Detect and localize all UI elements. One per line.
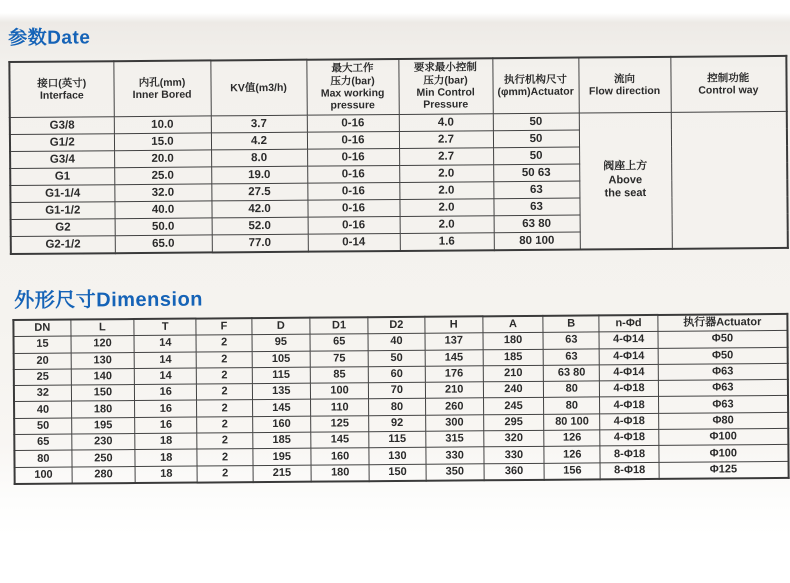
param-table-cell: 1.6 [400, 233, 494, 251]
dim-table-cell: 2 [197, 384, 252, 401]
param-table-cell: 80 100 [494, 232, 580, 250]
dim-table-cell: 63 [543, 332, 599, 349]
param-table-cell: 2.0 [399, 165, 493, 183]
dim-table-cell: 20 [14, 353, 71, 370]
param-table-cell: G1-1/2 [10, 202, 114, 220]
dim-table-cell: 18 [135, 466, 197, 483]
param-table-cell: G3/8 [10, 117, 114, 135]
dim-table-cell: 126 [544, 446, 600, 463]
dim-table-cell: 185 [483, 349, 543, 366]
col-header-actuator: 执行器Actuator [658, 314, 788, 332]
dim-table-cell: 185 [252, 432, 310, 449]
flow-direction-cell [579, 112, 672, 249]
dim-table-cell: 14 [134, 352, 196, 369]
param-table-cell: 42.0 [211, 200, 307, 218]
dim-table-cell: 63 [543, 348, 599, 365]
dim-table-cell: 140 [71, 368, 134, 385]
dim-table-cell: 210 [483, 365, 543, 382]
param-table-cell: 4.2 [211, 132, 307, 150]
flow-direction-line: 阀座上方 [603, 159, 648, 173]
col-header-n-phi-d: n-Φd [599, 315, 657, 332]
dim-table-cell: 176 [425, 366, 483, 383]
dim-table-cell: 160 [311, 448, 369, 465]
dim-table-cell: 80 [14, 450, 71, 467]
param-table-cell: 0-14 [308, 233, 400, 251]
param-table-cell: 2.0 [400, 216, 494, 234]
col-header-inner-bored: 内孔(mm) Inner Bored [113, 60, 210, 116]
dim-table-cell: 330 [484, 447, 544, 464]
param-table-cell: 2.7 [399, 131, 493, 149]
control-way-cell [671, 111, 788, 248]
dim-table-cell: 8-Φ18 [600, 446, 658, 463]
param-table-cell: 52.0 [212, 217, 308, 235]
params-section-title: 参数Date [8, 27, 91, 50]
dim-table-cell: 180 [483, 333, 543, 350]
dim-table-cell: 215 [253, 465, 311, 482]
dim-table-cell: 18 [135, 449, 197, 466]
dim-table-cell: 195 [71, 417, 134, 434]
parameters-table [8, 55, 788, 255]
dim-table-cell: 115 [369, 431, 425, 448]
dim-table-cell: 70 [369, 382, 425, 399]
dim-table-cell: 2 [197, 465, 252, 482]
col-header-h: H [424, 316, 482, 333]
dim-table-cell: 240 [483, 382, 543, 399]
param-table-cell: 0-16 [307, 199, 399, 217]
param-table-cell: 2.0 [399, 182, 493, 200]
dim-table-cell: 350 [426, 463, 484, 480]
dim-table-cell: 65 [310, 334, 368, 351]
dim-table-cell: 4-Φ18 [600, 413, 658, 430]
param-table-cell: 40.0 [114, 201, 211, 219]
col-header-flow-direction: 流向 Flow direction [578, 57, 670, 113]
dimension-table-body [14, 331, 789, 484]
param-table-cell: 0-16 [307, 131, 399, 149]
dim-table-cell: 245 [483, 398, 543, 415]
param-table-cell: 0-16 [308, 216, 400, 234]
dim-table-cell: 315 [425, 431, 483, 448]
dim-table-cell: Φ50 [658, 347, 788, 364]
dim-table-cell: 145 [252, 400, 310, 417]
dim-table-cell: 330 [425, 447, 483, 464]
col-header-control-way: 控制功能 Control way [670, 56, 786, 112]
dim-table-cell: 2 [197, 433, 252, 450]
dim-table-cell: 150 [369, 464, 425, 481]
param-table-cell: 63 [493, 181, 579, 199]
dim-table-cell: 105 [252, 351, 310, 368]
param-table-cell: 15.0 [114, 133, 211, 151]
dim-table-cell: 156 [544, 463, 600, 480]
dim-table-cell: 2 [197, 400, 252, 417]
dim-table-cell: 40 [368, 334, 424, 351]
dim-table-cell: 80 [544, 381, 600, 398]
flow-direction-line: Above [608, 173, 643, 186]
col-header-b: B [543, 315, 599, 332]
dim-table-cell: 180 [311, 464, 369, 481]
dim-table-cell: 50 [368, 350, 424, 367]
dim-table-cell: 115 [252, 367, 310, 384]
col-header-d: D [252, 318, 310, 335]
param-table-cell: G1 [10, 168, 114, 186]
dim-table-cell: 130 [369, 448, 425, 465]
dim-table-cell: 14 [134, 335, 196, 352]
dim-table-cell: 40 [14, 402, 71, 419]
dim-table-cell: 75 [310, 350, 368, 367]
dim-table-cell: 4-Φ14 [600, 364, 658, 381]
dim-table-cell: 4-Φ18 [600, 397, 658, 414]
dim-table-cell: Φ50 [658, 331, 788, 348]
col-header-f: F [196, 318, 251, 335]
col-header-max-working-pressure: 最大工作 压力(bar) Max working pressure [306, 59, 398, 115]
dimension-section-title: 外形尺寸Dimension [14, 288, 204, 312]
dim-table-cell: 135 [252, 383, 310, 400]
param-table-cell: 2.0 [399, 199, 493, 217]
dim-table-cell: 2 [197, 449, 252, 466]
flow-direction-line: the seat [604, 187, 647, 200]
param-table-cell: G2-1/2 [11, 236, 115, 254]
dim-table-cell: 60 [369, 366, 425, 383]
dim-table-cell: 130 [71, 352, 134, 369]
dim-table-cell: 85 [310, 367, 368, 384]
dim-table-cell: 126 [544, 430, 600, 447]
param-table-cell: 50 [493, 113, 579, 131]
param-table-cell: 20.0 [114, 150, 211, 168]
dim-table-cell: 360 [484, 463, 544, 480]
dim-table-cell: 16 [135, 417, 197, 434]
dim-table-cell: 137 [425, 333, 483, 350]
dim-table-cell: 210 [425, 382, 483, 399]
dim-table-cell: Φ63 [658, 363, 788, 380]
parameters-table-header [9, 56, 786, 118]
dim-table-cell: 2 [197, 368, 252, 385]
dim-table-cell: 80 [544, 397, 600, 414]
param-table-cell: 50 [493, 147, 579, 165]
dimension-table [12, 313, 789, 485]
dim-table-cell: 2 [196, 335, 251, 352]
col-header-t: T [134, 319, 196, 336]
dim-table-cell: Φ125 [659, 461, 789, 479]
dim-table-cell: 230 [72, 434, 135, 451]
param-table-cell: 50 [493, 130, 579, 148]
col-header-min-control-pressure: 要求最小控制 压力(bar) Min Control Pressure [398, 58, 492, 114]
col-header-interface: 接口(英寸) Interface [9, 61, 113, 117]
dim-table-cell: 15 [14, 336, 71, 353]
dim-table-cell: 150 [71, 385, 134, 402]
dim-table-cell: 25 [14, 369, 71, 386]
dim-table-cell: 160 [252, 416, 310, 433]
param-table-cell: 32.0 [114, 184, 211, 202]
col-header-a: A [483, 316, 543, 333]
dim-table-cell: 100 [15, 467, 72, 484]
param-table-cell: 27.5 [211, 183, 307, 201]
param-table-cell: 50.0 [115, 218, 212, 236]
param-table-cell: 0-16 [307, 114, 399, 132]
dim-table-cell: 195 [253, 449, 311, 466]
param-table-cell: 63 80 [494, 215, 580, 233]
dim-table-cell: 65 [14, 434, 71, 451]
dim-table-cell: 260 [425, 398, 483, 415]
dim-table-cell: Φ63 [658, 396, 788, 413]
dim-table-cell: 63 80 [543, 365, 599, 382]
dim-table-cell: 145 [425, 349, 483, 366]
dim-table-cell: 120 [71, 336, 134, 353]
dim-table-cell: Φ100 [659, 445, 789, 462]
param-table-cell: 77.0 [212, 234, 308, 252]
dim-table-cell: 280 [72, 466, 135, 483]
dim-table-cell: 4-Φ18 [600, 430, 658, 447]
param-table-cell: 50 63 [493, 164, 579, 182]
param-header-row [9, 56, 786, 118]
dim-table-cell: 32 [14, 385, 71, 402]
col-header-d1: D1 [310, 317, 368, 334]
param-table-cell: G2 [11, 219, 115, 237]
col-header-kv: KV值(m3/h) [210, 60, 306, 116]
col-header-dn: DN [13, 320, 70, 337]
param-table-cell: 10.0 [114, 116, 211, 134]
param-table-cell: G1/2 [10, 134, 114, 152]
col-header-actuator-size: 执行机构尺寸 (φmm)Actuator [492, 58, 578, 114]
dim-table-cell: Φ80 [658, 412, 788, 429]
dim-table-cell: 100 [310, 383, 368, 400]
dim-table-cell: 95 [252, 334, 310, 351]
dim-table-cell: 2 [197, 351, 252, 368]
dim-table-cell: 110 [311, 399, 369, 416]
dim-table-cell: Φ100 [658, 428, 788, 445]
param-table-cell: 63 [493, 198, 579, 216]
param-table-cell: G1-1/4 [10, 185, 114, 203]
dim-table-cell: 145 [311, 432, 369, 449]
param-table-cell: 0-16 [307, 165, 399, 183]
dim-table-cell: 4-Φ14 [600, 348, 658, 365]
param-table-cell: 19.0 [211, 166, 307, 184]
dim-table-cell: 18 [135, 433, 197, 450]
param-table-cell: 25.0 [114, 167, 211, 185]
dim-table-cell: Φ63 [658, 380, 788, 397]
dim-table-cell: 320 [484, 430, 544, 447]
dim-table-cell: 16 [135, 401, 197, 418]
dim-table-cell: 14 [134, 368, 196, 385]
dim-table-cell: 50 [14, 418, 71, 435]
param-table-cell: 3.7 [211, 115, 307, 133]
dim-table-cell: 8-Φ18 [600, 462, 658, 479]
dim-table-cell: 300 [425, 415, 483, 432]
param-table-cell: 0-16 [307, 182, 399, 200]
dim-table-cell: 295 [483, 414, 543, 431]
dim-table-cell: 92 [369, 415, 425, 432]
param-table-cell: G3/4 [10, 151, 114, 169]
dim-table-cell: 80 [369, 399, 425, 416]
dim-table-cell: 2 [197, 416, 252, 433]
dim-table-cell: 80 100 [544, 414, 600, 431]
dim-table-cell: 180 [71, 401, 134, 418]
dim-table-cell: 125 [311, 415, 369, 432]
parameters-table-body [10, 111, 788, 254]
param-table-cell: 0-16 [307, 148, 399, 166]
dim-table-cell: 4-Φ14 [599, 332, 657, 349]
dim-table-cell: 250 [72, 450, 135, 467]
param-table-cell: 2.7 [399, 148, 493, 166]
dim-table-cell: 4-Φ18 [600, 381, 658, 398]
param-table-cell: 65.0 [115, 235, 212, 253]
col-header-l: L [71, 319, 134, 336]
dim-table-cell: 16 [134, 384, 196, 401]
col-header-d2: D2 [368, 317, 424, 334]
param-table-cell: 8.0 [211, 149, 307, 167]
param-table-cell: 4.0 [399, 114, 493, 132]
